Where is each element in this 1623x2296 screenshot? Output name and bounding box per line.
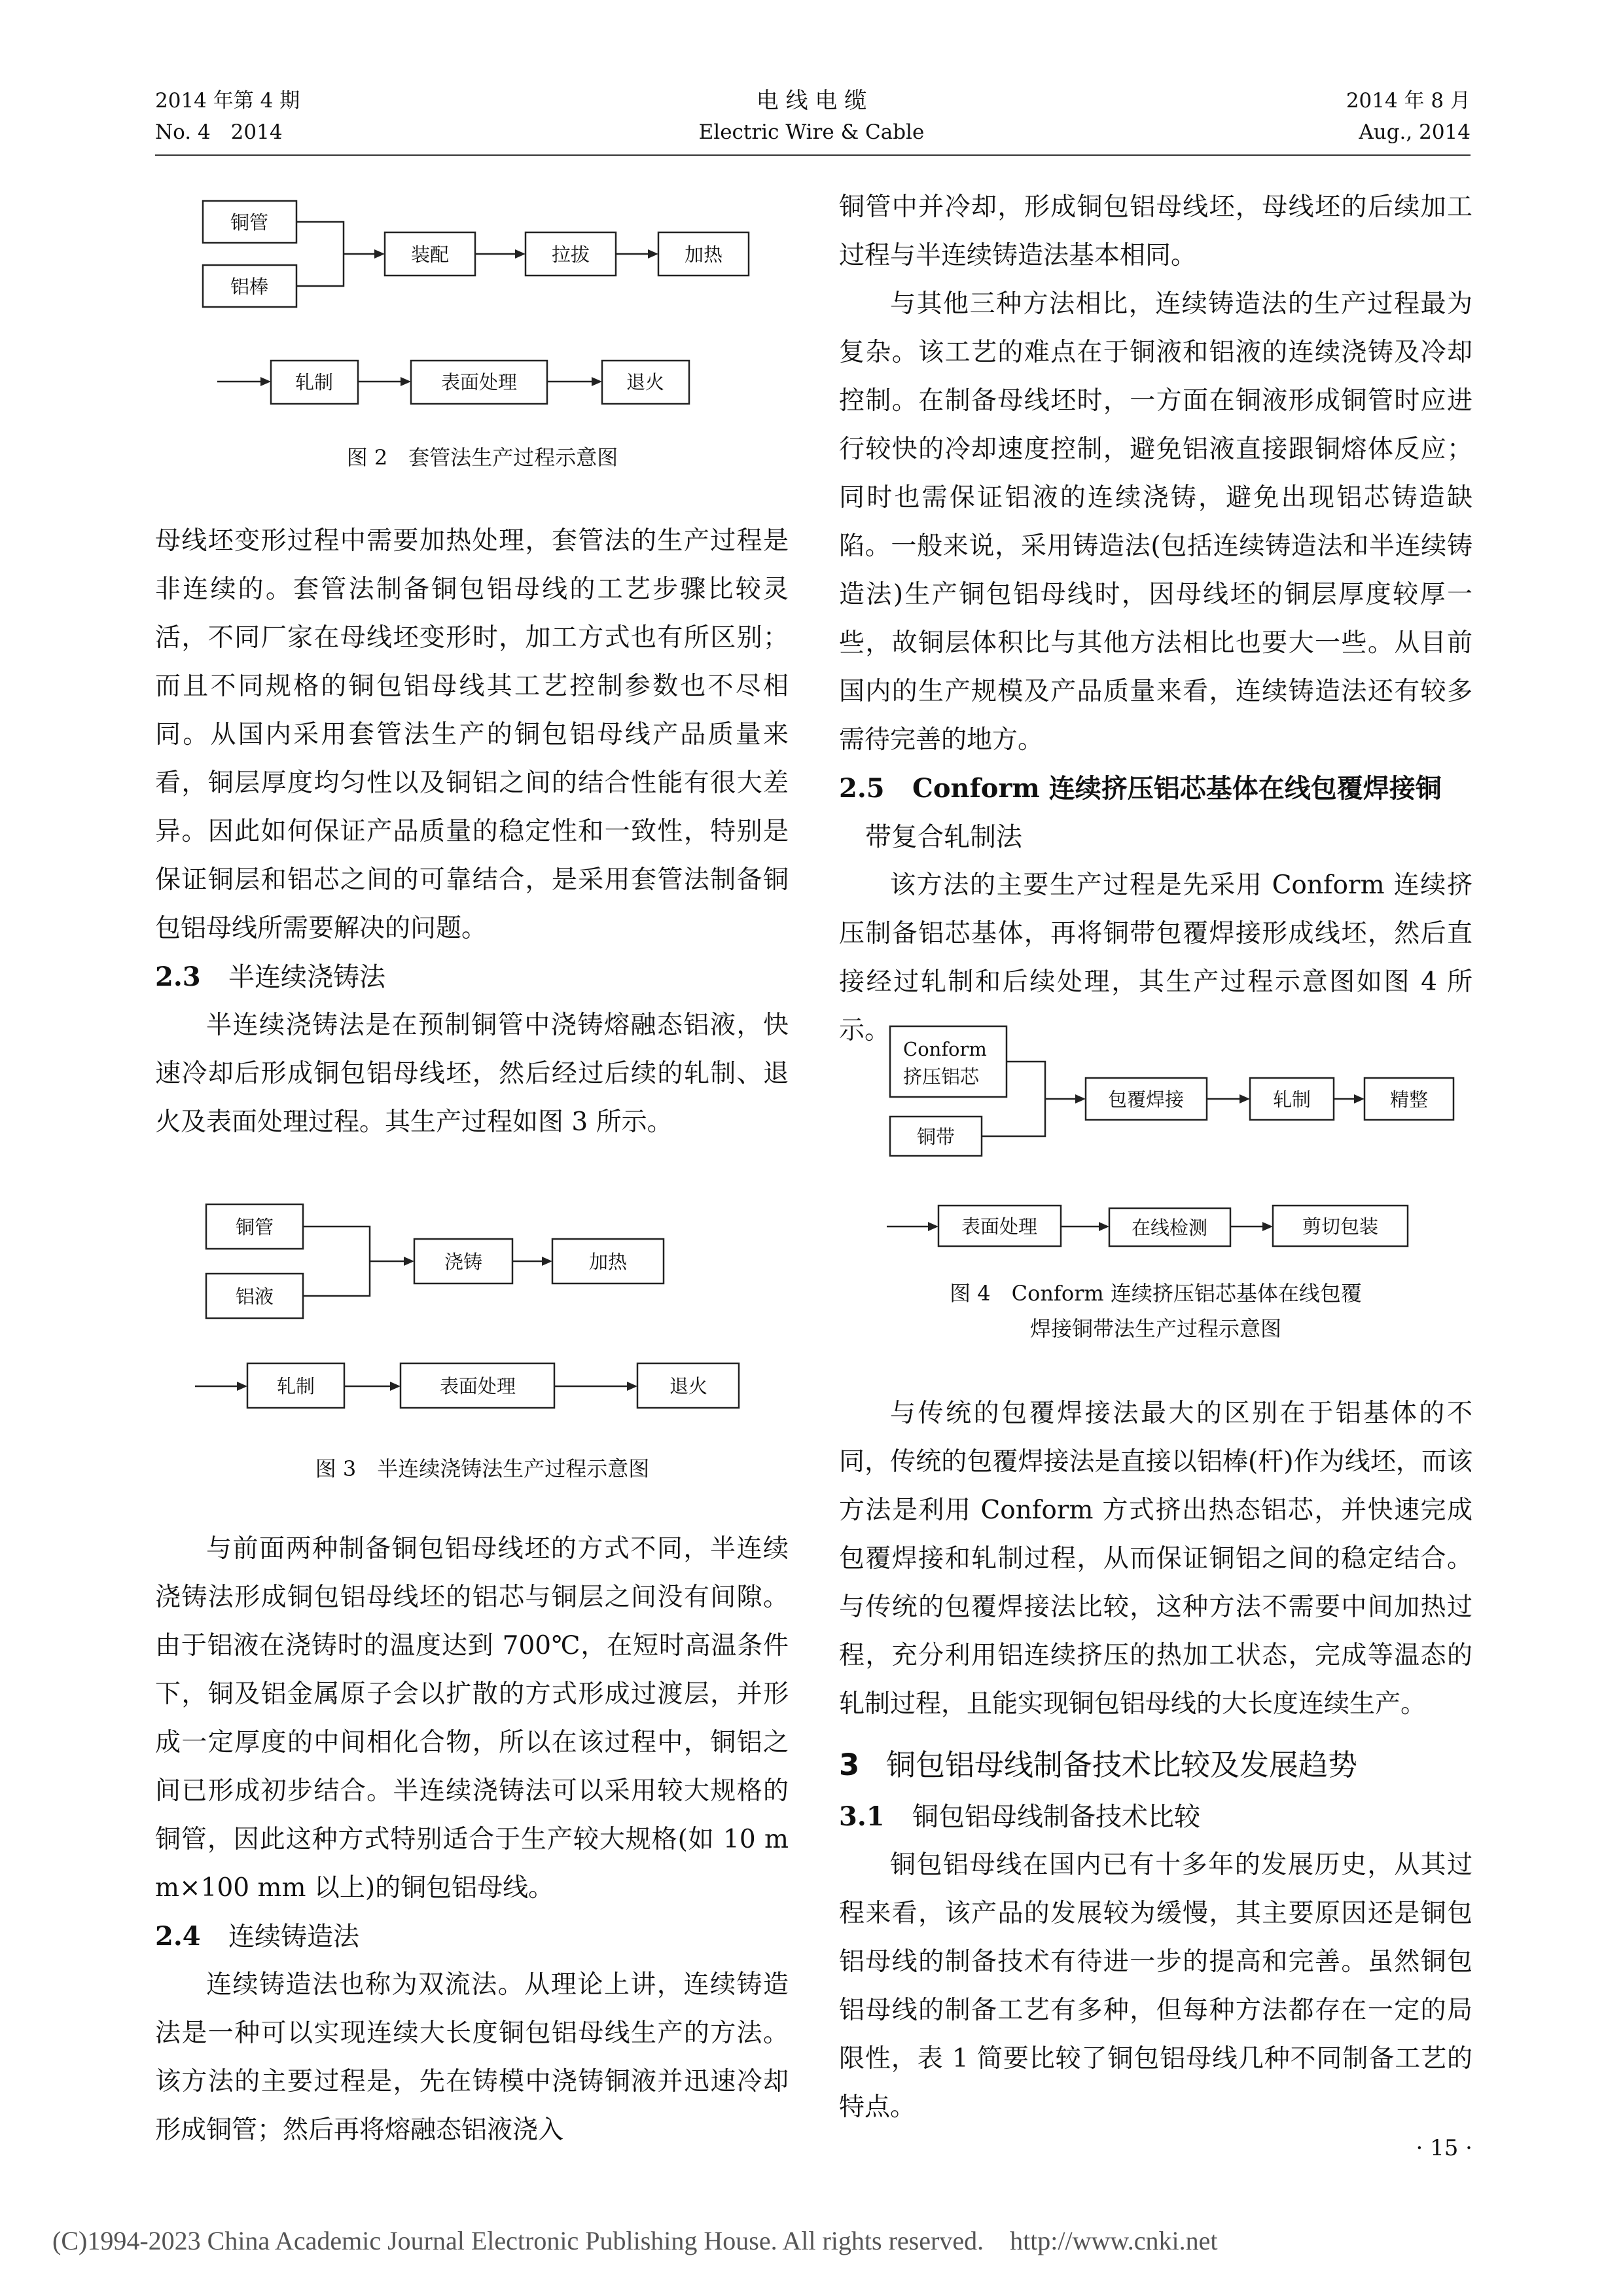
fig4-label: 铜带 [916, 1126, 955, 1148]
left-column-upper [155, 517, 789, 1147]
header-date-cn: 2014 年 8 月 [1346, 89, 1471, 113]
fig4-label: Conform [903, 1038, 987, 1060]
fig4-label: 剪切包装 [1302, 1215, 1379, 1238]
fig4-label: 在线检测 [1131, 1217, 1208, 1239]
right-paragraph-5: 铜包铝母线在国内已有十多年的发展历史，从其过程来看，该产品的发展较为缓慢，其主要原因还是铜包铝母线的制备技术有待进一步的提高和完善。虽然铜包铝母线的制备工艺有多种，但每种方法都存在一定的局限性，表 1 简要比较了铜包铝母线几种不同制备工艺的特点。 [839, 1850, 1472, 2122]
fig2-label: 退火 [626, 371, 665, 393]
header-date-en: Aug., 2014 [1359, 120, 1471, 144]
fig2-label: 装配 [410, 243, 450, 266]
fig2-label: 拉拔 [551, 243, 590, 266]
fig4-label: 挤压铝芯 [903, 1066, 980, 1088]
fig3-label: 加热 [588, 1251, 628, 1273]
left-paragraph-4: 连续铸造法也称为双流法。从理论上讲，连续铸造法是一种可以实现连续大长度铜包铝母线生产的方法。该方法的主要过程是，先在铸模中浇铸铜液并迅速冷却形成铜管；然后再将熔融态铝液浇入 [155, 1970, 789, 2145]
section-number: 2.3 [155, 961, 201, 992]
page-number: · 15 · [1416, 2135, 1472, 2161]
figure-2-caption: 图 2 套管法生产过程示意图 [346, 445, 618, 470]
fig3-label: 轧制 [276, 1375, 315, 1397]
header-journal-cn: 电 线 电 缆 [756, 88, 867, 114]
section-title: 连续铸造法 [228, 1922, 359, 1952]
header-rule [155, 154, 1471, 156]
fig3-label: 浇铸 [444, 1251, 483, 1273]
fig2-label: 铝棒 [230, 276, 269, 298]
fig2-label: 轧制 [294, 371, 334, 393]
section-2-3-heading [155, 953, 789, 1001]
fig2-label: 加热 [684, 243, 723, 266]
right-paragraph-2: 与其他三种方法相比，连续铸造法的生产过程最为复杂。该工艺的难点在于铜液和铝液的连续浇铸及冷却控制。在制备母线坯时，一方面在铜液形成铜管时应进行较快的冷却速度控制，避免铝液直接跟铜熔体反应；同时也需保证铝液的连续浇铸，避免出现铝芯铸造缺陷。一般来说，采用铸造法(包括连续铸造法和半连续铸造法)生产铜包铝母线时，因母线坯的铜层厚度较厚一些，故铜层体积比与其他方法相比也要大一些。从目前国内的生产规模及产品质量来看，连续铸造法还有较多需待完善的地方。 [839, 289, 1472, 755]
fig2-label: 铜管 [230, 211, 269, 234]
section-3-heading [839, 1738, 1472, 1793]
left-paragraph-3: 与前面两种制备铜包铝母线坯的方式不同，半连续浇铸法形成铜包铝母线坯的铝芯与铜层之间没有间隙。由于铝液在浇铸时的温度达到 700℃，在短时高温条件下，铜及铝金属原子会以扩散的方式形成过渡层，并形成一定厚度的中间相化合物，所以在该过程中，铜铝之间已形成初步结合。半连续浇铸法可以采用较大规格的铜管，因此这种方式特别适合于生产较大规格(如 10 mm×100 mm 以上)的铜包铝母线。 [155, 1534, 789, 1903]
section-number: 3.1 [839, 1801, 885, 1832]
section-title: 铜包铝母线制备技术比较及发展趋势 [886, 1748, 1358, 1782]
fig4-label: 轧制 [1272, 1088, 1311, 1111]
section-3-1-heading [839, 1793, 1472, 1841]
figure-3-caption: 图 3 半连续浇铸法生产过程示意图 [315, 1456, 650, 1481]
figure-4-caption-line-1: 图 4 Conform 连续挤压铝芯基体在线包覆 [950, 1281, 1362, 1306]
copyright-footer: (C)1994-2023 China Academic Journal Electronic Publishing House. All rights reserved. http://www.cnki.net [52, 2226, 1218, 2255]
section-number: 2.4 [155, 1921, 201, 1952]
fig2-label: 表面处理 [440, 371, 518, 393]
section-title-line-2: 带复合轧制法 [865, 822, 1022, 852]
section-title: 铜包铝母线制备技术比较 [912, 1802, 1200, 1832]
fig3-label: 表面处理 [439, 1375, 516, 1397]
right-paragraph-1: 铜管中并冷却，形成铜包铝母线坯，母线坯的后续加工过程与半连续铸造法基本相同。 [839, 192, 1472, 270]
figure-2-flowchart [190, 187, 779, 419]
section-number: 2.5 [839, 773, 885, 804]
fig4-label: 包覆焊接 [1107, 1088, 1185, 1111]
figure-4-caption-line-2: 焊接铜带法生产过程示意图 [1029, 1316, 1281, 1341]
section-title: 半连续浇铸法 [228, 962, 385, 992]
section-2-5-heading [839, 764, 1472, 861]
header-issue-en: No. 4 2014 [155, 120, 283, 144]
section-title-line-1: Conform 连续挤压铝芯基体在线包覆焊接铜 [912, 773, 1442, 804]
right-paragraph-3: 该方法的主要生产过程是先采用 Conform 连续挤压制备铝芯基体，再将铜带包覆焊接形成线坯，然后直接经过轧制和后续处理，其生产过程示意图如图 4 所示。 [839, 870, 1472, 1045]
right-column-upper [839, 183, 1472, 1055]
fig3-merge-line [303, 1227, 370, 1296]
right-column-lower [839, 1390, 1472, 2132]
left-paragraph-1: 母线坯变形过程中需要加热处理，套管法的生产过程是非连续的。套管法制备铜包铝母线的工艺步骤比较灵活，不同厂家在母线坯变形时，加工方式也有所区别；而且不同规格的铜包铝母线其工艺控制参数也不尽相同。从国内采用套管法生产的铜包铝母线产品质量来看，铜层厚度均匀性以及铜铝之间的结合性能有很大差异。因此如何保证产品质量的稳定性和一致性，特别是保证铜层和铝芯之间的可靠结合，是采用套管法制备铜包铝母线所需要解决的问题。 [155, 526, 789, 943]
fig3-label: 铝液 [235, 1285, 274, 1308]
header-journal-en: Electric Wire & Cable [698, 120, 925, 144]
figure-4-flowchart [874, 1013, 1463, 1252]
section-number: 3 [839, 1748, 860, 1782]
right-paragraph-4: 与传统的包覆焊接法最大的区别在于铝基体的不同，传统的包覆焊接法是直接以铝棒(杆)作为线坯，而该方法是利用 Conform 方式挤出热态铝芯，并快速完成包覆焊接和轧制过程，从而保证铜铝之间的稳定结合。与传统的包覆焊接法比较，这种方法不需要中间加热过程，充分利用铝连续挤压的热加工状态，完成等温态的轧制过程，且能实现铜包铝母线的大长度连续生产。 [839, 1399, 1472, 1719]
left-paragraph-2: 半连续浇铸法是在预制铜管中浇铸熔融态铝液，快速冷却后形成铜包铝母线坯，然后经过后续的轧制、退火及表面处理过程。其生产过程如图 3 所示。 [155, 1011, 789, 1137]
header-issue-cn: 2014 年第 4 期 [155, 89, 300, 113]
fig4-label: 精整 [1389, 1088, 1429, 1111]
left-column-lower [155, 1525, 789, 2155]
figure-3-flowchart [190, 1190, 766, 1432]
section-2-4-heading [155, 1912, 789, 1961]
fig2-merge-line [296, 222, 344, 286]
fig3-label: 铜管 [235, 1216, 274, 1238]
fig3-label: 退火 [669, 1375, 708, 1397]
fig4-label: 表面处理 [961, 1215, 1038, 1238]
